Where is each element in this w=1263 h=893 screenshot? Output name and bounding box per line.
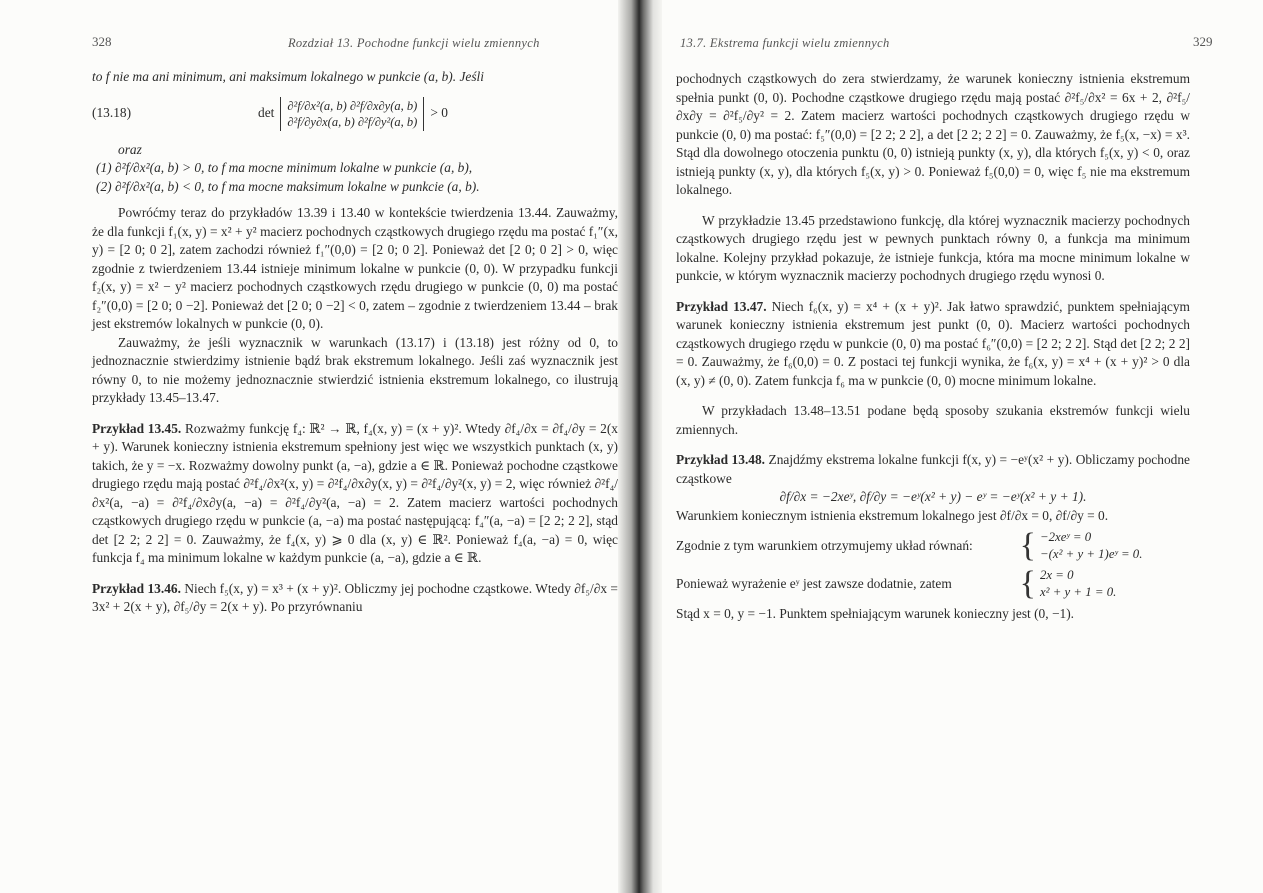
system-1-line-2: −(x² + y + 1)eʸ = 0. bbox=[1040, 547, 1143, 561]
equation-13-18 bbox=[92, 97, 618, 131]
system-1-intro: Zgodnie z tym warunkiem otrzymujemy układ równań: bbox=[676, 537, 973, 553]
paragraph-determinant-note: Zauważmy, że jeśli wyznacznik w warunkach (13.17) i (13.18) jest różny od 0, to jednoznacznie stwierdzimy istnienie bądź brak ekstremum lokalnego. Jeśli zaś wyznacznik jest równy 0, to nie możemy jednoznacznie stwierdzić istnienia ekstremum lokalnego, co ilustrują przykłady 13.45–13.47. bbox=[92, 334, 618, 405]
partial-derivatives-formula: ∂f/∂x = −2xeʸ, ∂f/∂y = −eʸ(x² + y) − eʸ = −eʸ(x² + y + 1). bbox=[779, 489, 1087, 504]
paragraph-comparison: Powróćmy teraz do przykładów 13.39 i 13.40 w kontekście twierdzenia 13.44. Zauważmy, że dla funkcji f₁(x, y) = x² + y² macierz pochodnych cząstkowych drugiego rzędu ma postać f₁″(x, y) = [2 0; 0 2], zatem zachodzi również f₁″(0,0) = [2 0; 0 2]. Ponieważ det [2 0; 0 2] > 0, więc zgodnie z twierdzeniem 13.44 istnieje minimum lokalne w punkcie (0, 0). W przypadku funkcji f₂(x, y) = x² − y² macierz pochodnych cząstkowych rzędu drugiego w punkcie (0, 0) ma postać f₂″(0,0) = [2 0; 0 −2]. Ponieważ det [2 0; 0 −2] < 0, zatem – zgodnie z twierdzeniem 13.44 – brak jest ekstremów lokalnych w punkcie (0, 0). bbox=[92, 205, 618, 331]
left-brace-icon: { bbox=[1019, 565, 1036, 602]
example-13-45 bbox=[92, 420, 618, 568]
system-2-line-2: x² + y + 1 = 0. bbox=[1040, 585, 1117, 599]
final-conclusion-line: Stąd x = 0, y = −1. Punktem spełniającym warunek konieczny jest (0, −1). bbox=[676, 606, 1074, 621]
oraz-word: oraz bbox=[118, 141, 142, 157]
right-running-head: 13.7. Ekstrema funkcji wielu zmiennych bbox=[680, 36, 890, 50]
intro-line: to f nie ma ani minimum, ani maksimum lokalnego w punkcie (a, b). Jeśli bbox=[92, 69, 484, 84]
example-13-48 bbox=[676, 451, 1190, 488]
equation-system-1 bbox=[676, 529, 1190, 563]
greater-than-zero: > 0 bbox=[430, 105, 448, 121]
paragraph-example-summary: W przykładzie 13.45 przedstawiono funkcję, dla której wyznacznik macierzy pochodnych cząstkowych drugiego rzędu jest w pewnych punktach równy 0, a funkcja ma minimum lokalne. Kolejny przykład pokazuje, że istnieje funkcja, która ma mocne minimum lokalne w punkcie, w którym wyznacznik macierzy pochodnych drugiego rzędu wynosi 0. bbox=[676, 212, 1190, 283]
paragraph-f5-continuation: pochodnych cząstkowych do zera stwierdzamy, że warunek konieczny istnienia ekstremum spełnia punkt (0, 0). Pochodne cząstkowe drugiego rzędu mają postać ∂²f₅/∂x² = 6x + 2, ∂²f₅/∂x∂y = ∂²f₅/∂y² = 2. Zatem macierz wartości pochodnych cząstkowych drugiego rzędu w punkcie (0, 0) ma postać: f₅″(0,0) = [2 2; 2 2], a det [2 2; 2 2] = 0. Zauważmy, że f₅(x, −x) = x³. Stąd dla dowolnego otoczenia punktu (0, 0) istnieją punkty (x, y), dla których f₅(x, y) < 0, oraz istnieją punkty (x, y), dla których f₅(x, y) > 0. Ponieważ f₅(0,0) = 0, więc f₅ nie ma ekstremum lokalnego. bbox=[676, 71, 1190, 197]
hessian-row-1: ∂²f/∂x²(a, b) ∂²f/∂x∂y(a, b) bbox=[287, 98, 418, 113]
right-page-number: 329 bbox=[1193, 34, 1213, 49]
system-2-intro: Ponieważ wyrażenie eʸ jest zawsze dodatnie, zatem bbox=[676, 575, 952, 591]
paragraph-methods-intro: W przykładach 13.48–13.51 podane będą sposoby szukania ekstremów funkcji wielu zmiennych. bbox=[676, 403, 1190, 437]
example-13-45-title: Przykład 13.45. bbox=[92, 420, 182, 436]
equation-system-2 bbox=[676, 567, 1190, 601]
left-running-head: Rozdział 13. Pochodne funkcji wielu zmiennych bbox=[288, 36, 540, 50]
right-page-body bbox=[676, 70, 1190, 624]
example-13-47-body: Niech f₆(x, y) = x⁴ + (x + y)². Jak łatwo sprawdzić, punktem spełniającym warunek konieczny istnienia ekstremum jest punkt (0, 0). Macierz wartości pochodnych cząstkowych drugiego rzędu w punkcie (0, 0) ma postać f₆″(0,0) = [2 2; 2 2]. Stąd det [2 2; 2 2] = 0. Zauważmy, że f₆(0,0) = 0. Z postaci tej funkcji wynika, że f₆(x, y) = x⁴ + (x + y)² > 0 dla (x, y) ≠ (0, 0). Zatem funkcja f₆ ma w punkcie (0, 0) mocne minimum lokalne. bbox=[676, 298, 1190, 388]
left-page-body bbox=[92, 68, 618, 617]
system-1-line-1: −2xeʸ = 0 bbox=[1040, 530, 1092, 544]
necessary-condition-line: Warunkiem koniecznym istnienia ekstremum lokalnego jest ∂f/∂x = 0, ∂f/∂y = 0. bbox=[676, 507, 1109, 523]
condition-2: (2) ∂²f/∂x²(a, b) < 0, to f ma mocne maksimum lokalne w punkcie (a, b). bbox=[96, 178, 480, 194]
example-13-46-title: Przykład 13.46. bbox=[92, 580, 181, 596]
hessian-row-2: ∂²f/∂y∂x(a, b) ∂²f/∂y²(a, b) bbox=[287, 114, 418, 129]
condition-1: (1) ∂²f/∂x²(a, b) > 0, to f ma mocne minimum lokalne w punkcie (a, b), bbox=[96, 160, 473, 175]
left-brace-icon: { bbox=[1019, 527, 1036, 564]
example-13-46-body: Niech f₅(x, y) = x³ + (x + y)². Obliczmy jej pochodne cząstkowe. Wtedy ∂f₅/∂x = 3x² + 2(x + y), ∂f₅/∂y = 2(x + y). Po przyrównaniu bbox=[92, 580, 618, 614]
example-13-47 bbox=[676, 298, 1190, 391]
example-13-46 bbox=[92, 580, 618, 617]
example-13-48-body: Znajdźmy ekstrema lokalne funkcji f(x, y) = −eʸ(x² + y). Obliczamy pochodne cząstkowe bbox=[676, 452, 1190, 486]
book-gutter bbox=[618, 0, 662, 893]
system-2-line-1: 2x = 0 bbox=[1040, 568, 1074, 582]
hessian-matrix bbox=[280, 97, 424, 131]
example-13-48-title: Przykład 13.48. bbox=[676, 452, 766, 467]
det-symbol: det bbox=[258, 105, 275, 121]
left-page-number: 328 bbox=[92, 34, 112, 49]
example-13-45-body: Rozważmy funkcję f₄: ℝ² → ℝ, f₄(x, y) = (x + y)². Wtedy ∂f₄/∂x = ∂f₄/∂y = 2(x + y). Warunek konieczny istnienia ekstremum spełniony jest więc we wszystkich punktach (x, y) takich, że y = −x. Rozważmy dowolny punkt (a, −a), gdzie a ∈ ℝ. Ponieważ pochodne cząstkowe drugiego rzędu mają postać ∂²f₄/∂x²(x, y) = ∂²f₄/∂x∂y(x, y) = ∂²f₄/∂y²(x, y) = 2, więc również ∂²f₄/∂x²(a, −a) = ∂²f₄/∂x∂y(a, −a) = ∂²f₄/∂y²(a, −a) = 2. Zatem macierz wartości pochodnych cząstkowych drugiego rzędu w punkcie (a, −a) ma postać następującą: f₄″(a, −a) = [2 2; 2 2], stąd det [2 2; 2 2] = 0. Zauważmy, że f₄(x, y) ⩾ 0 dla (x, y) ∈ ℝ². Ponieważ f₄(a, −a) = 0, więc funkcja f₄ ma minimum lokalne w każdym punkcie (a, −a), gdzie a ∈ ℝ. bbox=[92, 420, 618, 565]
equation-label: (13.18) bbox=[92, 105, 132, 121]
example-13-47-title: Przykład 13.47. bbox=[676, 298, 767, 314]
